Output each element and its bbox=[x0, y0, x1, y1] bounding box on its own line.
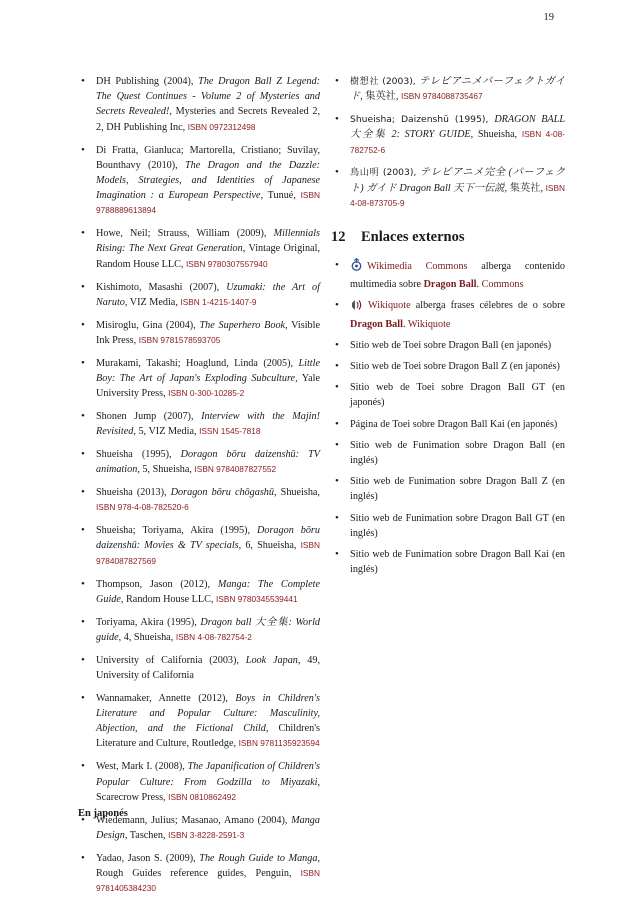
reference-publisher: , 集英社, bbox=[360, 91, 401, 103]
external-link[interactable]: Sitio web de Funimation sobre Dragon Ball (en inglés) bbox=[350, 439, 565, 467]
reference-title: テレビアニメパーフェクトガイド bbox=[350, 76, 566, 103]
isbn-link[interactable]: ISSN 1545-7818 bbox=[199, 426, 261, 437]
isbn-link[interactable]: ISBN 4-08-782754-2 bbox=[175, 631, 252, 642]
reference-publisher: , Shueisha, bbox=[274, 487, 320, 499]
reference-title: The Japanification of Children's Popular Culture: From Godzilla to Miyazaki bbox=[96, 761, 320, 788]
wikimedia-commons-icon bbox=[350, 258, 363, 277]
external-links-list bbox=[331, 258, 565, 332]
isbn-link[interactable]: ISBN 9781135923594 bbox=[238, 738, 320, 749]
commons-text: alberga contenido multimedia sobre bbox=[350, 261, 566, 291]
isbn-link[interactable]: ISBN 9784088735467 bbox=[400, 91, 483, 102]
reference-publisher: , 5, VIZ Media, bbox=[133, 426, 200, 438]
list-item-wikiquote: • Wikiquote alberga frases célebres de o sobre Dragon Ball. Wikiquote bbox=[331, 298, 565, 331]
official-sites-list bbox=[331, 338, 565, 578]
reference-item bbox=[331, 112, 565, 158]
reference-author: Shonen Jump (2007), bbox=[96, 410, 202, 422]
reference-publisher: , 5, Shueisha, bbox=[137, 464, 195, 476]
isbn-link[interactable]: ISBN 0810862492 bbox=[168, 791, 236, 802]
reference-publisher: , VIZ Media, bbox=[124, 296, 181, 308]
reference-author: Yadao, Jason S. (2009), bbox=[96, 852, 200, 864]
external-link-item bbox=[331, 511, 565, 541]
external-link[interactable]: Sitio web de Toei sobre Dragon Ball (en japonés) bbox=[350, 339, 552, 351]
external-link[interactable]: Sitio web de Toei sobre Dragon Ball Z (en japonés) bbox=[350, 361, 560, 373]
isbn-link[interactable]: ISBN 9784087827552 bbox=[194, 464, 277, 475]
reference-publisher: , Shueisha, bbox=[470, 129, 522, 141]
reference-title: The Superhero Book bbox=[199, 319, 286, 331]
reference-author: Howe, Neil; Strauss, William (2009), bbox=[96, 228, 274, 240]
reference-author: DH Publishing (2004), bbox=[96, 76, 199, 87]
wikiquote-tail-link[interactable]: Wikiquote bbox=[407, 318, 451, 330]
isbn-link[interactable]: ISBN 9788889613894 bbox=[96, 190, 320, 216]
isbn-link[interactable]: ISBN 9780307557940 bbox=[185, 258, 268, 269]
reference-publisher: , Rough Guides reference guides, Penguin, bbox=[96, 852, 320, 879]
isbn-link[interactable]: ISBN 4-08-873705-9 bbox=[350, 182, 565, 208]
reference-author: 鳥山明 (2003), bbox=[350, 167, 420, 179]
reference-publisher: , Yale University Press, bbox=[96, 372, 320, 400]
reference-item bbox=[77, 523, 320, 569]
commons-dragon-ball-link[interactable]: Dragon Ball bbox=[423, 279, 477, 291]
isbn-link[interactable]: ISBN 9780345539441 bbox=[215, 593, 298, 604]
reference-item bbox=[77, 851, 320, 897]
reference-title: Doragon bōru chōgashū bbox=[170, 487, 274, 499]
reference-publisher: , Visible Ink Press, bbox=[96, 319, 321, 346]
list-item-commons: • Wikimedia Commons alberga contenido multimedia sobre Dragon Ball. Commons bbox=[331, 258, 565, 292]
reference-item bbox=[77, 74, 320, 135]
isbn-link[interactable]: ISBN 0972312498 bbox=[187, 121, 256, 132]
wikiquote-text: alberga frases célebres de o sobre bbox=[410, 300, 565, 312]
isbn-link[interactable]: ISBN 9781578593705 bbox=[138, 334, 221, 345]
reference-item bbox=[77, 280, 320, 310]
reference-publisher: , Random House LLC, bbox=[120, 593, 216, 605]
external-link-item bbox=[331, 338, 565, 353]
reference-item bbox=[331, 74, 565, 104]
reference-author: Kishimoto, Masashi (2007), bbox=[96, 281, 227, 293]
reference-author: Shueisha (2013), bbox=[96, 487, 171, 499]
reference-title: テレビアニメ完全 (パーフェクト) ガイド Dragon Ball 天下一伝説 bbox=[350, 167, 565, 194]
reference-publisher: , Scarecrow Press, bbox=[96, 776, 320, 803]
isbn-link[interactable]: ISBN 0-300-10285-2 bbox=[168, 388, 245, 399]
reference-item bbox=[77, 759, 320, 805]
reference-item bbox=[331, 165, 565, 211]
isbn-link[interactable]: ISBN 9784087827569 bbox=[96, 540, 320, 566]
reference-title: Manga: The Complete Guide bbox=[96, 578, 320, 605]
reference-publisher: , Taschen, bbox=[124, 829, 169, 841]
external-link[interactable]: Página de Toei sobre Dragon Ball Kai (en japonés) bbox=[350, 418, 558, 430]
reference-author: Misiroglu, Gina (2004), bbox=[96, 319, 200, 331]
external-link[interactable]: Sitio web de Funimation sobre Dragon Ball Kai (en inglés) bbox=[350, 549, 565, 576]
isbn-link[interactable]: ISBN 4-08-782752-6 bbox=[350, 129, 565, 155]
reference-title: Little Boy: The Art of Japan's Exploding Subculture bbox=[96, 357, 320, 384]
reference-author: University of California (2003), bbox=[96, 654, 246, 666]
reference-author: West, Mark I. (2008), bbox=[96, 761, 188, 773]
isbn-link[interactable]: ISBN 1-4215-1407-9 bbox=[180, 296, 257, 307]
commons-tail-link[interactable]: Commons bbox=[481, 279, 524, 291]
reference-title: Doragon bōru daizenshū: TV animation bbox=[96, 449, 320, 476]
reference-item bbox=[77, 318, 320, 348]
bibliography-list bbox=[77, 74, 320, 896]
wikiquote-link[interactable]: Wikiquote bbox=[368, 300, 411, 312]
reference-title: Uzumaki: the Art of Naruto bbox=[96, 281, 320, 308]
reference-author: Wannamaker, Annette (2012), bbox=[96, 692, 236, 704]
subheading-japanese: En japonés bbox=[78, 808, 128, 819]
reference-publisher: , 49, University of California bbox=[96, 654, 320, 681]
reference-author: Shueisha; Daizenshū (1995), bbox=[350, 114, 495, 126]
reference-item bbox=[77, 653, 320, 683]
reference-item bbox=[77, 356, 320, 402]
reference-title: Boys in Children's Literature and Popular Culture: Masculinity, Abjection, and the Fictional Child bbox=[96, 692, 320, 735]
reference-publisher: , Vintage Original, Random House LLC, bbox=[96, 243, 321, 270]
external-link-item bbox=[331, 359, 565, 374]
external-link[interactable]: Sitio web de Toei sobre Dragon Ball GT (en japonés) bbox=[350, 382, 565, 409]
external-link-item bbox=[331, 417, 565, 432]
isbn-link[interactable]: ISBN 978-4-08-782520-6 bbox=[96, 502, 189, 513]
external-link-item bbox=[331, 474, 565, 504]
reference-title: Manga Design bbox=[96, 814, 320, 841]
reference-publisher: , 集英社, bbox=[504, 182, 546, 194]
external-link[interactable]: Sitio web de Funimation sobre Dragon Ball Z (en inglés) bbox=[350, 476, 565, 503]
reference-title: DRAGON BALL 大全集 2: STORY GUIDE bbox=[350, 114, 565, 141]
isbn-link[interactable]: ISBN 3-8228-2591-3 bbox=[168, 829, 245, 840]
reference-publisher: , Mysteries and Secrets Revealed 2, 2, DH Publishing Inc, bbox=[96, 106, 320, 133]
section-title: Enlaces externos bbox=[361, 229, 465, 245]
reference-author: Shueisha (1995), bbox=[96, 449, 181, 461]
isbn-link[interactable]: ISBN 9781405384230 bbox=[96, 867, 320, 894]
reference-author: Di Fratta, Gianluca; Martorella, Cristiano; Suvilay, Bounthavy (2010), bbox=[96, 144, 320, 171]
reference-title: Interview with the Majin! Revisited bbox=[96, 410, 320, 438]
section-number: 12 bbox=[331, 229, 346, 245]
right-column bbox=[331, 74, 565, 583]
japanese-bibliography-list bbox=[331, 74, 565, 211]
reference-author: Shueisha; Toriyama, Akira (1995), bbox=[96, 525, 257, 537]
reference-publisher: , 4, Shueisha, bbox=[118, 631, 176, 643]
reference-item bbox=[77, 409, 320, 439]
reference-publisher: , 6, Shueisha, bbox=[238, 540, 301, 552]
commons-link[interactable]: Wikimedia Commons bbox=[367, 261, 468, 272]
reference-author: Thompson, Jason (2012), bbox=[96, 578, 218, 590]
reference-title: The Dragon and the Dazzle: Models, Strategies, and Identities of Japanese Imagination : a European Perspective bbox=[96, 159, 320, 202]
reference-item bbox=[77, 485, 320, 515]
reference-item bbox=[77, 577, 320, 607]
reference-publisher: , Tunué, bbox=[260, 190, 301, 202]
external-link-item bbox=[331, 547, 565, 577]
reference-item bbox=[77, 143, 320, 219]
external-link-item bbox=[331, 438, 565, 468]
reference-title: Doragon bōru daizenshū: Movies & TV specials bbox=[96, 525, 320, 552]
reference-title: Millennials Rising: The Next Great Generation bbox=[96, 228, 320, 255]
reference-title: The Rough Guide to Manga bbox=[199, 852, 318, 864]
reference-author: Murakami, Takashi; Hoaglund, Linda (2005), bbox=[96, 357, 299, 369]
reference-publisher: , Children's Literature and Culture, Routledge, bbox=[96, 723, 320, 750]
reference-title: The Dragon Ball Z Legend: The Quest Continues - Volume 2 of Mysteries and Secrets Revealed! bbox=[96, 76, 320, 118]
reference-item bbox=[77, 691, 320, 752]
reference-author: Wiedemann, Julius; Masanao, Amano (2004), bbox=[96, 814, 292, 826]
external-link-item bbox=[331, 380, 565, 410]
reference-author: Toriyama, Akira (1995), bbox=[96, 616, 201, 628]
wikiquote-icon bbox=[350, 299, 364, 316]
external-link[interactable]: Sitio web de Funimation sobre Dragon Ball GT (en inglés) bbox=[350, 512, 565, 539]
reference-author: 樹想社 (2003), bbox=[350, 76, 420, 87]
reference-title: Look Japan bbox=[245, 654, 298, 666]
reference-item bbox=[77, 447, 320, 477]
reference-title: Dragon ball 大全集: World guide bbox=[96, 616, 320, 643]
page-number: 19 bbox=[543, 12, 554, 23]
reference-item bbox=[77, 226, 320, 272]
wikiquote-dragon-ball-link[interactable]: Dragon Ball bbox=[350, 318, 403, 330]
left-column bbox=[77, 74, 320, 904]
section-heading bbox=[331, 229, 565, 246]
reference-item bbox=[77, 615, 320, 645]
